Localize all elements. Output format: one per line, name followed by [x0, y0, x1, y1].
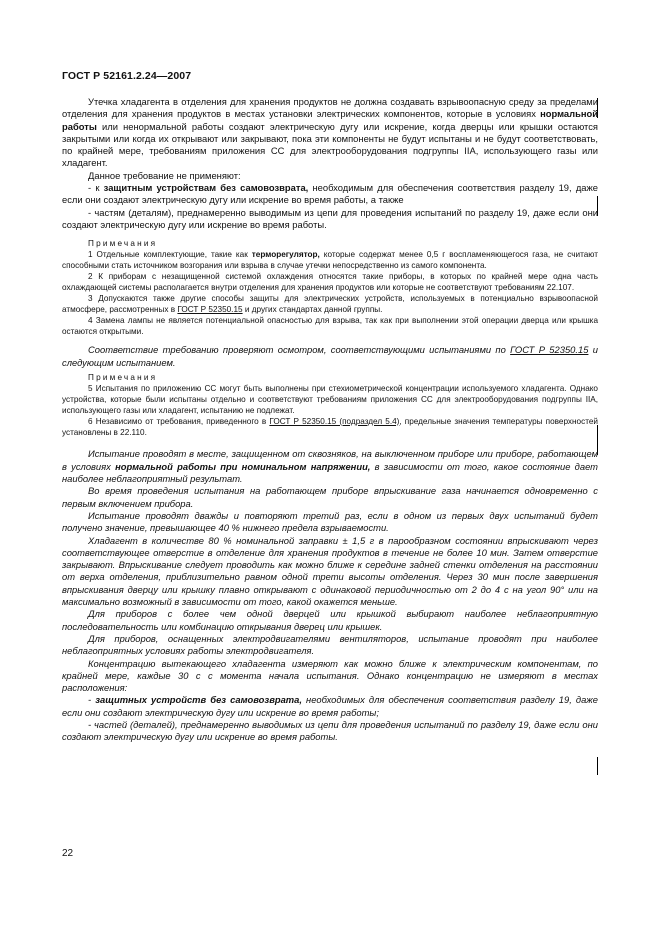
- list-item: - к защитным устройствам без самовозврата, необходимым для обеспечения соответствия разделу 19, даже если они создают электрическую дугу или искрение во время работы, а также: [62, 182, 599, 206]
- test-paragraph: Хладагент в количестве 80 % номинальной заправки ± 1,5 г в парообразном состоянии впрыскивают через соответствующее отверстие в отделение для хранения продуктов в течение не более 10 мин. Затем отверстие закрывают. Впрыскивание следует проводить как можно ближе к середине задней стенки отделения на расстоянии от верха отделения, приблизительно равном одной трети высоты отделения. Через 30 мин после завершения впрыскивания дверцу или крышку плавно открывают с одинаковой периодичностью от 2 до 4 с на угол 90° или на максимально возможный в зависимости от того, какой окажется меньше.: [62, 534, 598, 608]
- test-paragraph: Для приборов, оснащенных электродвигателями вентиляторов, испытание проводят при наиболее неблагоприятных условиях работы электродвигателя.: [62, 632, 598, 657]
- test-paragraph: Для приборов с более чем одной дверцей или крышкой выбирают наиболее неблагоприятную последовательность или комбинацию открывания дверец или крышек.: [62, 608, 598, 632]
- standard-link[interactable]: ГОСТ Р 52350.15: [177, 304, 243, 314]
- standard-link[interactable]: ГОСТ Р 52350.15 (подраздел 5.4): [269, 416, 400, 426]
- change-bar: [597, 757, 598, 775]
- paragraph: Данное требование не применяют:: [88, 169, 241, 181]
- list-item: - частей (деталей), преднамеренно выводимых из цепи для проведения испытаний по разделу 19, даже если они создают электрическую дугу или искрение во время работы.: [62, 718, 598, 743]
- list-item: - частям (деталям), преднамеренно выводимым из цепи для проведения испытаний по разделу 19, даже если они создают электрическую дугу или искрение во время работы.: [62, 206, 598, 230]
- notes-block: [62, 373, 598, 438]
- paragraph: Утечка хладагента в отделения для хранения продуктов не должна создавать взрывоопасную среду за пределами отделения для хранения продуктов в местах установки электрических компонентов, которые в условиях нормальной работы или ненормальной работы создают электрическую дугу или искрение, когда дверцы или крышки остаются закрытыми или когда их открывают или закрывают, пока эти компоненты не будут испытаны и не будут соответствовать, по крайней мере, требованиям приложения СС для электрооборудования подгруппы IIA, использующего газы или хладагент.: [62, 96, 598, 169]
- notes-block: [62, 239, 598, 337]
- page-number: 22: [62, 848, 74, 859]
- document-header: ГОСТ Р 52161.2.24—2007: [62, 70, 192, 82]
- test-paragraph: Концентрацию вытекающего хладагента измеряют как можно ближе к электрическим компонентам, по крайней мере, каждые 30 с с момента начала испытания. Однако концентрацию не измеряют в местах расположения:: [62, 657, 598, 694]
- notes-title: Примечания: [88, 373, 158, 383]
- test-paragraph: Испытание проводят дважды и повторяют третий раз, если в одном из первых двух испытаний будет получено значение, превышающее 40 % нижнего предела взрываемости.: [62, 509, 598, 534]
- test-paragraph: Испытание проводят в месте, защищенном от сквозняков, на выключенном приборе или приборе, работающем в условиях нормальной работы при номинальном напряжении, в зависимости от того, какое состояние дает наиболее неблагоприятный результат.: [62, 448, 598, 485]
- notes-title: Примечания: [88, 239, 158, 249]
- note: 1 Отдельные комплектующие, такие как терморегулятор, которые содержат менее 0,5 г воспламеняющегося газа, не считают способными стать источником возгорания или взрыва в случае утечки непосредственно из самого компонента.: [62, 250, 598, 271]
- note: 3 Допускаются также другие способы защиты для электрических устройств, используемых в потенциально взрывоопасной атмосфере, рассмотренных в ГОСТ Р 52350.15 и других стандартах данной группы.: [62, 293, 598, 314]
- note: 5 Испытания по приложению СС могут быть выполнены при стехиометрической концентрации используемого хладагента. Однако устройства, которые были испытаны отдельно и соответствуют требованиям приложения СС для электрооборудования подгруппы IIA, использующего газы или хладагент, испытанию не подлежат.: [62, 383, 598, 415]
- note: 6 Независимо от требования, приведенного в ГОСТ Р 52350.15 (подраздел 5.4), предельные значения температуры поверхностей установлены в 22.110.: [62, 416, 598, 437]
- document-body: [62, 96, 598, 744]
- note: 4 Замена лампы не является потенциальной опасностью для взрыва, так как при выполнении этой операции дверца или крышка остаются открытыми.: [62, 315, 598, 336]
- compliance-paragraph: Соответствие требованию проверяют осмотром, соответствующими испытаниями по ГОСТ Р 52350.15 и следующим испытанием.: [62, 344, 598, 368]
- standard-link[interactable]: ГОСТ Р 52350.15: [510, 344, 589, 356]
- test-paragraph: Во время проведения испытания на работающем приборе впрыскивание газа начинается одновременно с первым включением прибора.: [62, 485, 598, 509]
- note: 2 К приборам с незащищенной системой охлаждения относятся такие приборы, в которых по крайней мере одна часть охлаждающей системы располагается внутри отделения для хранения продуктов или которые не соответствуют требованиям 22.107.: [62, 271, 598, 292]
- list-item: - защитных устройств без самовозврата, необходимых для обеспечения соответствия разделу 19, даже если они создают электрическую дугу или искрение во время работы;: [62, 694, 598, 718]
